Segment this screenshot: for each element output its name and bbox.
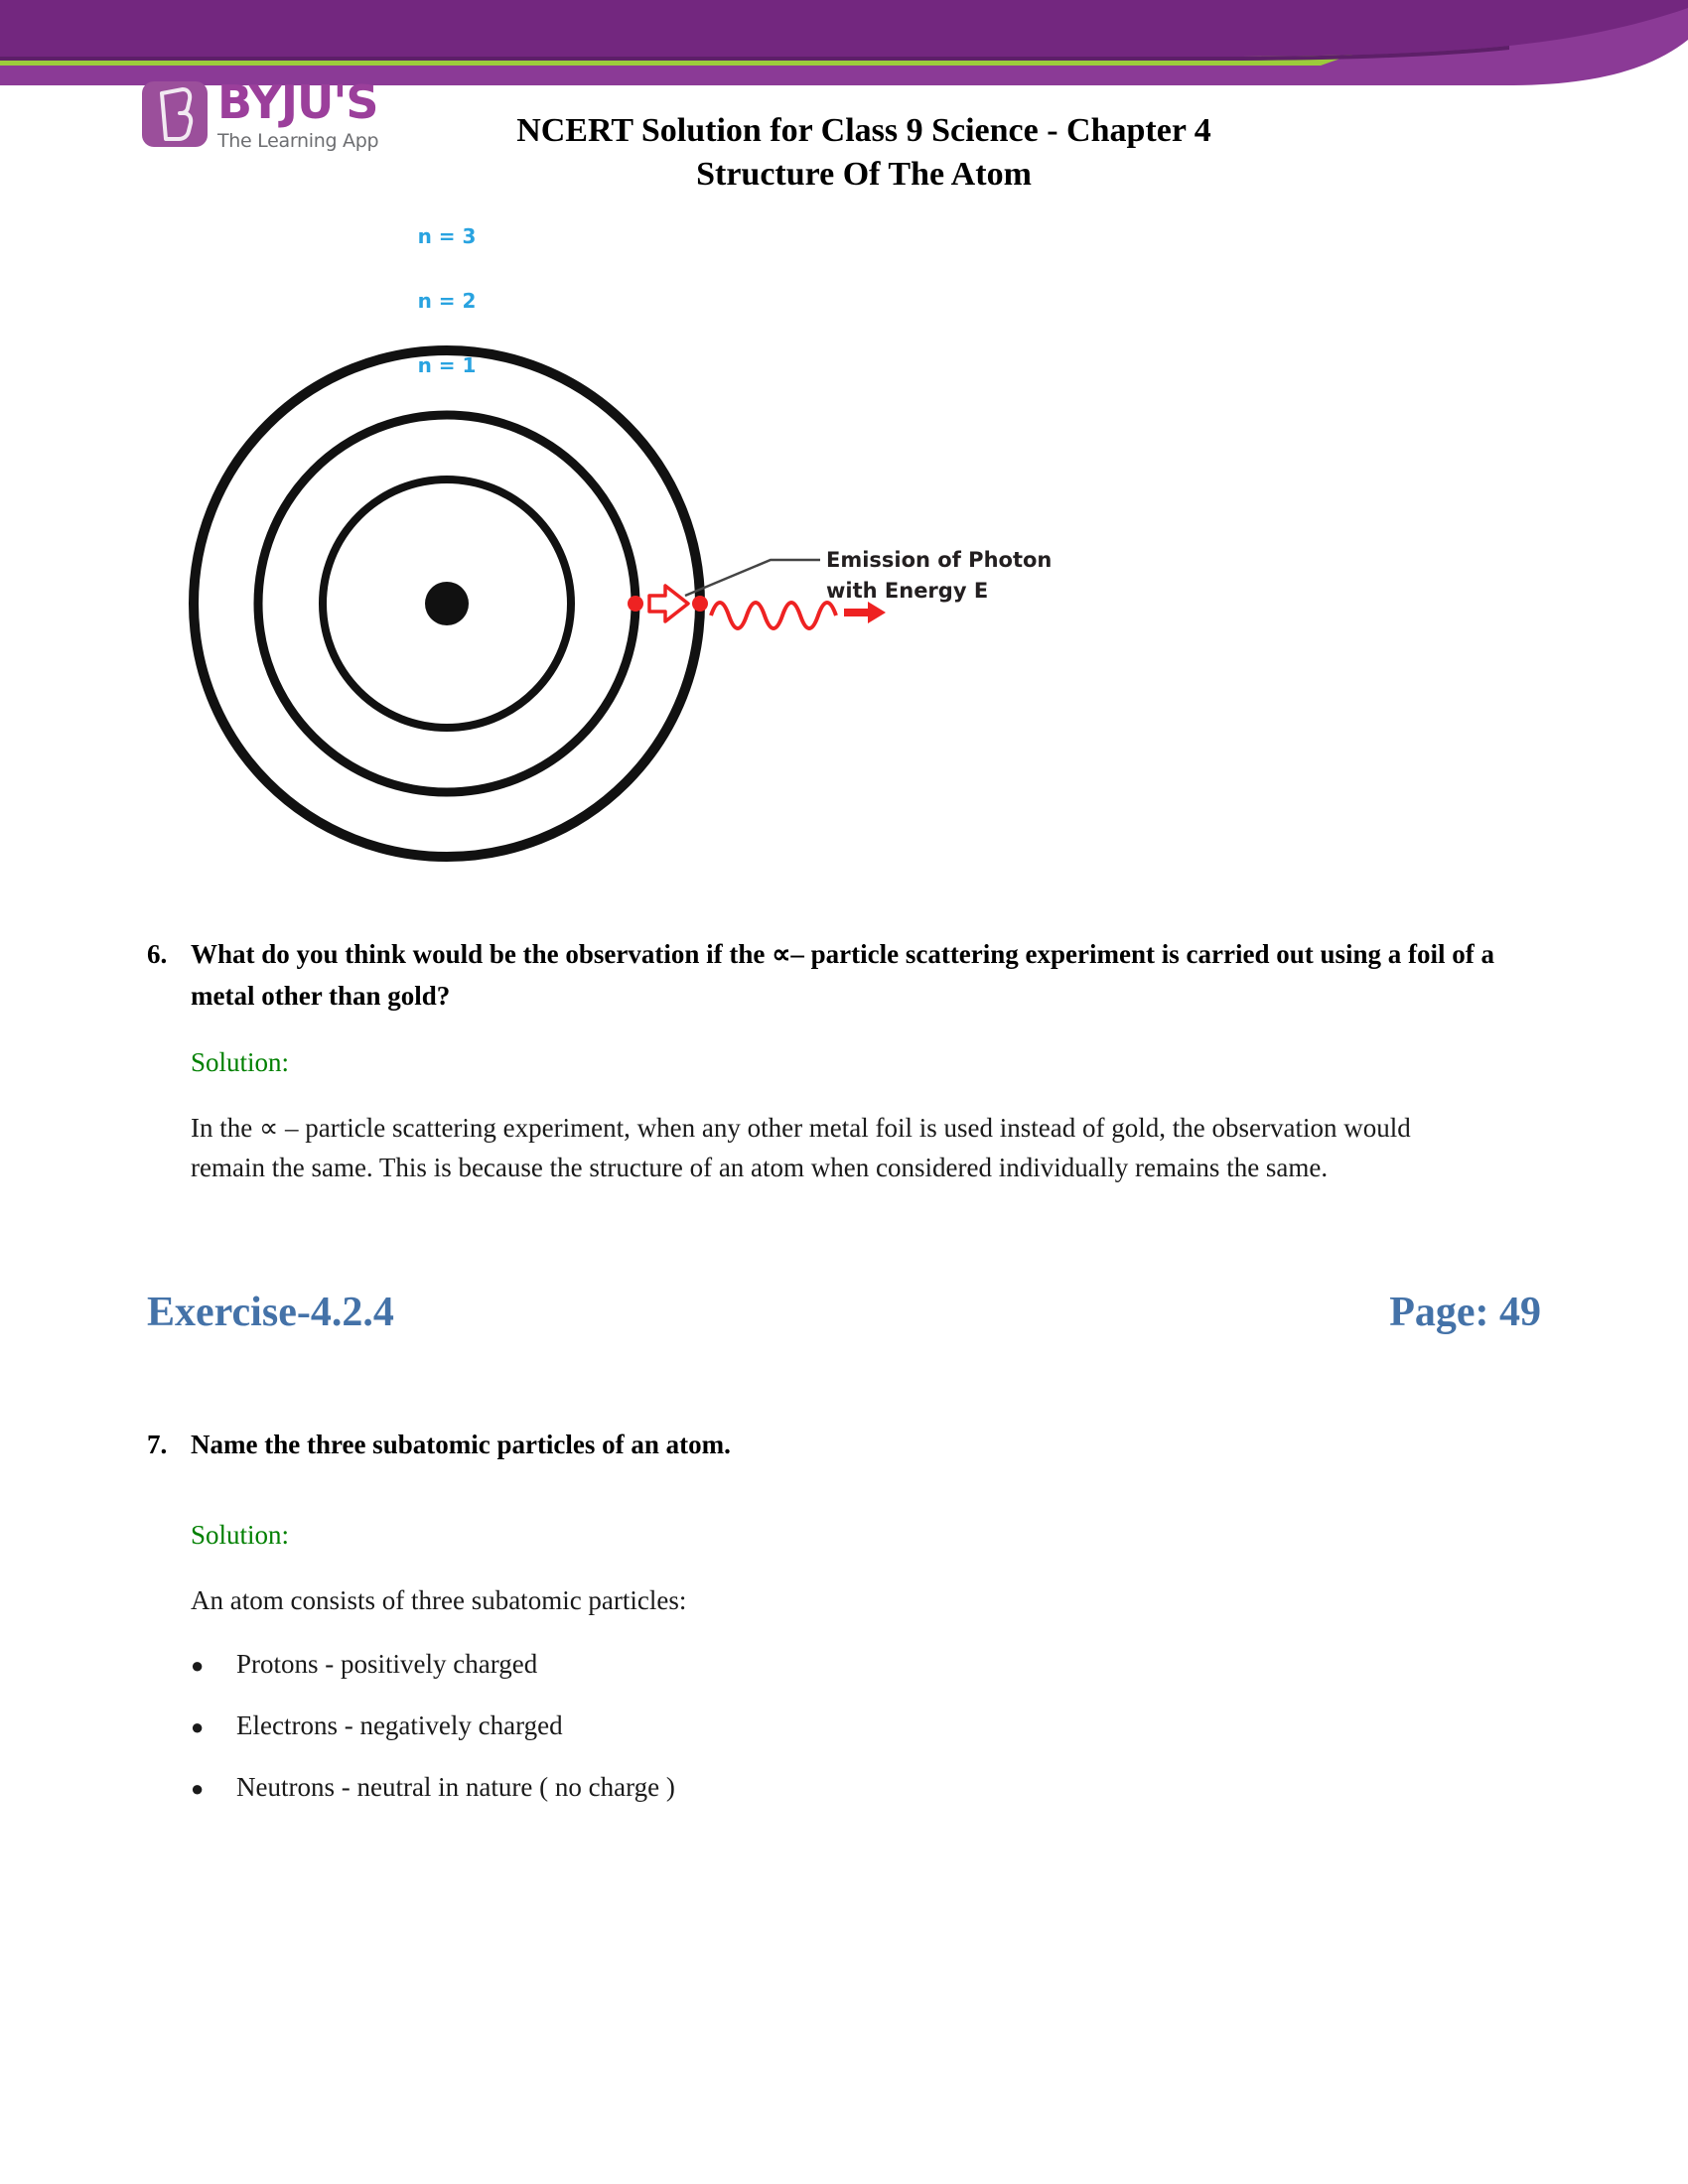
list-item-label: Protons - positively charged	[236, 1649, 538, 1679]
question-7-text: Name the three subatomic particles of an atom.	[191, 1430, 731, 1459]
question-6-solution-label: Solution:	[191, 1047, 290, 1077]
exercise-page-number: Page: 49	[1389, 1290, 1541, 1335]
exercise-heading-row	[0, 1287, 1688, 1338]
page-header	[0, 60, 1688, 218]
list-item-label: Electrons - negatively charged	[236, 1710, 563, 1740]
page-title-line-2: Structure Of The Atom	[696, 156, 1032, 193]
question-6-text: What do you think would be the observation if the ∝– particle scattering experiment is carried out using a foil of a metal other than gold?	[191, 939, 1494, 1011]
bullet-dot-icon: ●	[191, 1653, 205, 1678]
logo-tagline: The Learning App	[217, 130, 379, 152]
shell-label-1: n = 1	[417, 353, 477, 377]
logo-wordmark: BYJU'S	[217, 75, 378, 129]
page-title	[427, 109, 1301, 197]
list-item-label: Neutrons - neutral in nature ( no charge )	[236, 1772, 675, 1802]
question-7-answer: An atom consists of three subatomic particles:	[191, 1585, 687, 1615]
list-item	[191, 1706, 1688, 1747]
nucleus-icon	[425, 582, 469, 625]
question-7-number: 7.	[147, 1430, 168, 1459]
electron-marker-inner	[628, 596, 643, 612]
question-6-answer: In the ∝ – particle scattering experiment, when any other metal foil is used instead of gold, the observation would remain the same. This is because the structure of an atom when considered individually remains the same.	[191, 1113, 1411, 1182]
question-7	[0, 1424, 1688, 1465]
shell-label-2: n = 2	[417, 289, 477, 313]
byjus-logo-mark-icon	[142, 81, 208, 147]
exercise-title: Exercise-4.2.4	[147, 1290, 394, 1335]
photon-wave-icon	[711, 603, 836, 628]
electron-marker-outer	[692, 596, 708, 612]
list-item	[191, 1644, 1688, 1686]
document-body	[0, 933, 1688, 1829]
bullet-dot-icon: ●	[191, 1776, 205, 1801]
question-6-number: 6.	[147, 939, 168, 969]
bohr-atom-figure	[149, 224, 1192, 884]
shell-label-3: n = 3	[417, 224, 477, 248]
subatomic-particle-list	[0, 1644, 1688, 1809]
question-7-solution-label: Solution:	[191, 1520, 290, 1550]
byjus-logo	[142, 75, 440, 189]
annotation-leader-line	[685, 560, 820, 596]
photon-annotation-line-2: with Energy E	[826, 579, 989, 603]
list-item	[191, 1767, 1688, 1809]
electron-transition-arrow-icon	[649, 586, 688, 621]
page-title-line-1: NCERT Solution for Class 9 Science - Chapter 4	[516, 112, 1211, 149]
logo-b-glyph-icon	[162, 89, 191, 139]
banner-purple-bar	[0, 0, 1688, 57]
photon-wave-arrowhead-icon	[844, 602, 886, 623]
bullet-dot-icon: ●	[191, 1714, 205, 1739]
question-6	[0, 933, 1688, 1017]
photon-annotation-line-1: Emission of Photon	[826, 548, 1053, 572]
